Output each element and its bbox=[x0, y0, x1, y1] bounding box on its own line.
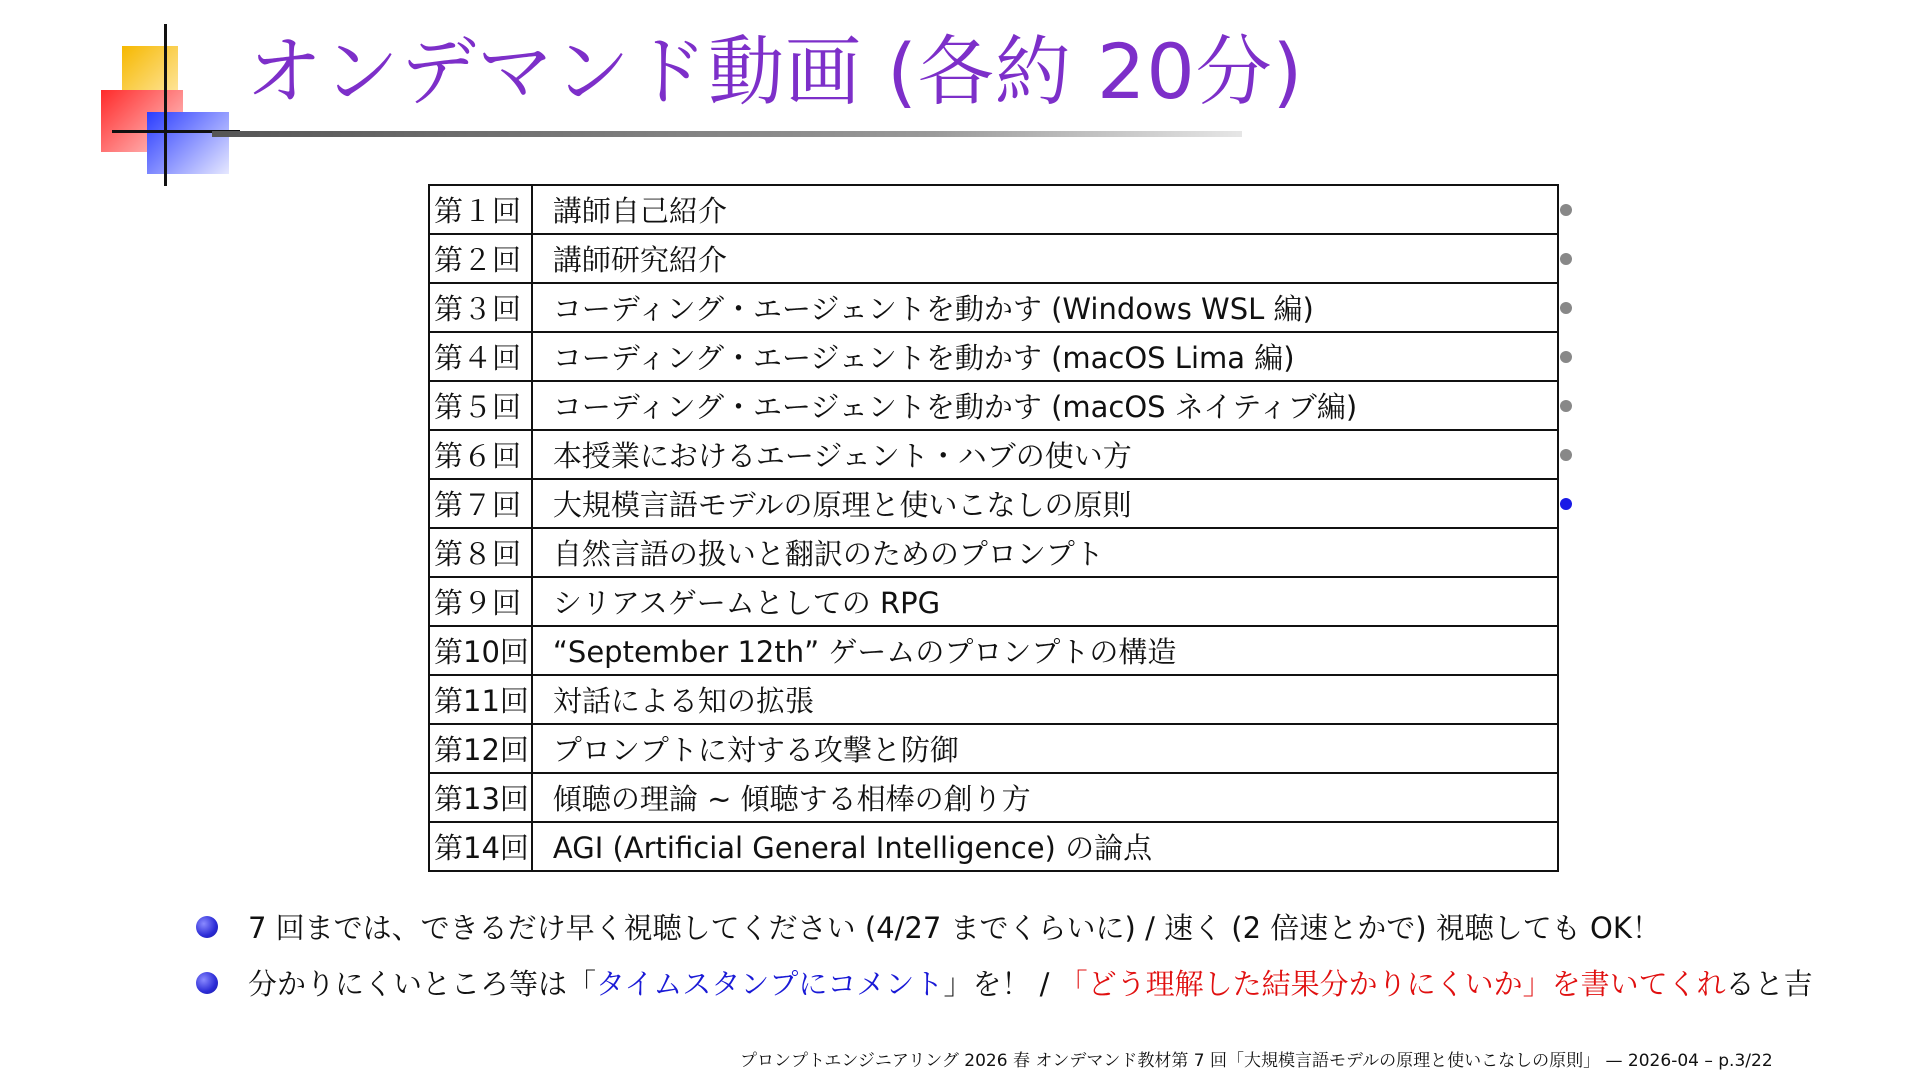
session-topic: 講師研究紹介 bbox=[532, 234, 1558, 283]
completed-session-dot bbox=[1560, 449, 1572, 461]
session-topic: 本授業におけるエージェント・ハブの使い方 bbox=[532, 430, 1558, 479]
logo-vertical-line bbox=[164, 24, 167, 186]
session-topic: 自然言語の扱いと翻訳のためのプロンプト bbox=[532, 528, 1558, 577]
logo-blue-square bbox=[147, 112, 229, 174]
session-topic: 大規模言語モデルの原理と使いこなしの原則 bbox=[532, 479, 1558, 528]
session-topic: コーディング・エージェントを動かす (macOS ネイティブ編) bbox=[532, 381, 1558, 430]
session-topic: AGI (Artificial General Intelligence) の論点 bbox=[532, 822, 1558, 871]
session-number: 第５回 bbox=[429, 381, 532, 430]
slide-footer: プロンプトエンジニアリング 2026 春 オンデマンド教材第 7 回「大規模言語モデルの原理と使いこなしの原則」 — 2026-04 – p.3/22 bbox=[740, 1051, 1773, 1071]
completed-session-dot bbox=[1560, 400, 1572, 412]
session-topic: コーディング・エージェントを動かす (macOS Lima 編) bbox=[532, 332, 1558, 381]
completed-session-dot bbox=[1560, 204, 1572, 216]
slide-logo bbox=[0, 0, 240, 200]
bullet-middle: 」を！ / bbox=[943, 967, 1059, 1001]
bullet-prefix: 分かりにくいところ等は「 bbox=[248, 967, 597, 1001]
schedule-row bbox=[429, 381, 1558, 430]
slide-title: オンデマンド動画 (各約 20分) bbox=[246, 27, 1304, 116]
schedule-row bbox=[429, 234, 1558, 283]
session-number: 第13回 bbox=[429, 773, 532, 822]
session-topic: プロンプトに対する攻撃と防御 bbox=[532, 724, 1558, 773]
schedule-row bbox=[429, 479, 1558, 528]
schedule-row bbox=[429, 185, 1558, 234]
bullet-text: 7 回までは、できるだけ早く視聴してください (4/27 までくらいに) / 速く (2 倍速とかで) 視聴しても OK！ bbox=[248, 911, 1661, 945]
understanding-highlight: 「どう理解した結果分かりにくいか」を書いてくれ bbox=[1058, 967, 1726, 1001]
schedule-row bbox=[429, 724, 1558, 773]
schedule-row bbox=[429, 283, 1558, 332]
session-topic: 傾聴の理論 ∼ 傾聴する相棒の創り方 bbox=[532, 773, 1558, 822]
schedule-row bbox=[429, 332, 1558, 381]
schedule-row bbox=[429, 773, 1558, 822]
session-number: 第８回 bbox=[429, 528, 532, 577]
bullet-icon bbox=[196, 916, 218, 938]
schedule-row bbox=[429, 626, 1558, 675]
schedule-row bbox=[429, 577, 1558, 626]
session-number: 第９回 bbox=[429, 577, 532, 626]
schedule-table bbox=[428, 184, 1559, 872]
session-number: 第６回 bbox=[429, 430, 532, 479]
session-number: 第10回 bbox=[429, 626, 532, 675]
schedule-row bbox=[429, 430, 1558, 479]
bullet-icon bbox=[196, 972, 218, 994]
bullet-suffix: ると吉 bbox=[1725, 967, 1813, 1001]
bullet-text bbox=[248, 964, 1813, 1004]
session-number: 第14回 bbox=[429, 822, 532, 871]
completed-session-dot bbox=[1560, 351, 1572, 363]
session-number: 第４回 bbox=[429, 332, 532, 381]
schedule-row bbox=[429, 528, 1558, 577]
session-topic: 対話による知の拡張 bbox=[532, 675, 1558, 724]
timestamp-comment-highlight: タイムスタンプにコメント bbox=[596, 967, 944, 1001]
session-number: 第７回 bbox=[429, 479, 532, 528]
schedule-row bbox=[429, 822, 1558, 871]
session-number: 第３回 bbox=[429, 283, 532, 332]
session-number: 第11回 bbox=[429, 675, 532, 724]
completed-session-dot bbox=[1560, 253, 1572, 265]
session-number: 第２回 bbox=[429, 234, 532, 283]
current-session-dot bbox=[1560, 498, 1572, 510]
session-topic: 講師自己紹介 bbox=[532, 185, 1558, 234]
completed-session-dot bbox=[1560, 302, 1572, 314]
session-topic: “September 12th” ゲームのプロンプトの構造 bbox=[532, 626, 1558, 675]
session-number: 第１回 bbox=[429, 185, 532, 234]
session-number: 第12回 bbox=[429, 724, 532, 773]
session-topic: シリアスゲームとしての RPG bbox=[532, 577, 1558, 626]
schedule-row bbox=[429, 675, 1558, 724]
session-topic: コーディング・エージェントを動かす (Windows WSL 編) bbox=[532, 283, 1558, 332]
title-underline bbox=[212, 131, 1242, 137]
